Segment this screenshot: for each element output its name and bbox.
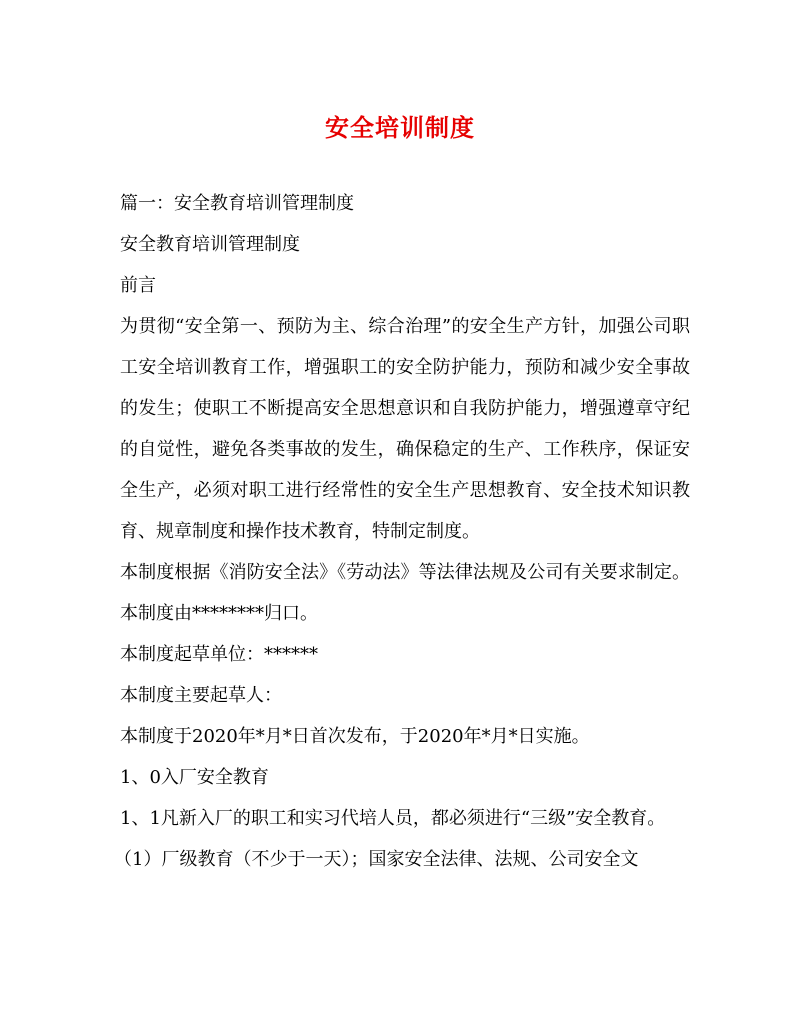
drafting-unit-line: 本制度起草单位：****** (120, 644, 318, 665)
subsection-heading: 安全教育培训管理制度 (120, 234, 300, 255)
drafter-line: 本制度主要起草人： (120, 685, 282, 706)
document-title: 安全培训制度 (325, 113, 475, 142)
basis-paragraph: 本制度根据《消防安全法》《劳动法》等法律法规及公司有关要求制定。 本制度由********归口。 (120, 562, 690, 624)
list-item: （1）厂级教育（不少于一天）；国家安全法律、法规、公司安全文 (114, 849, 639, 870)
preface-paragraph: 为贯彻“安全第一、预防为主、综合治理”的安全生产方针，加强公司职工安全培训教育工作，增强职工的安全防护能力，预防和减少安全事故的发生；使职工不断提高安全思想意识和自我防护能力，增强遵章守纪的自觉性，避免各类事故的发生，确保稳定的生产、工作秩序，保证安全生产，必须对职工进行经常性的安全生产思想教育、安全技术知识教育、规章制度和操作技术教育，特制定制度。 (120, 316, 690, 542)
preface-heading: 前言 (120, 275, 156, 296)
clause-heading: 1、0入厂安全教育 (120, 767, 269, 788)
section-heading: 篇一：安全教育培训管理制度 (120, 193, 354, 214)
release-date-line: 本制度于2020年*月*日首次发布，于2020年*月*日实施。 (120, 726, 590, 747)
clause-paragraph: 1、1凡新入厂的职工和实习代培人员，都必须进行“三级”安全教育。 (120, 808, 666, 829)
document-body (114, 183, 690, 880)
